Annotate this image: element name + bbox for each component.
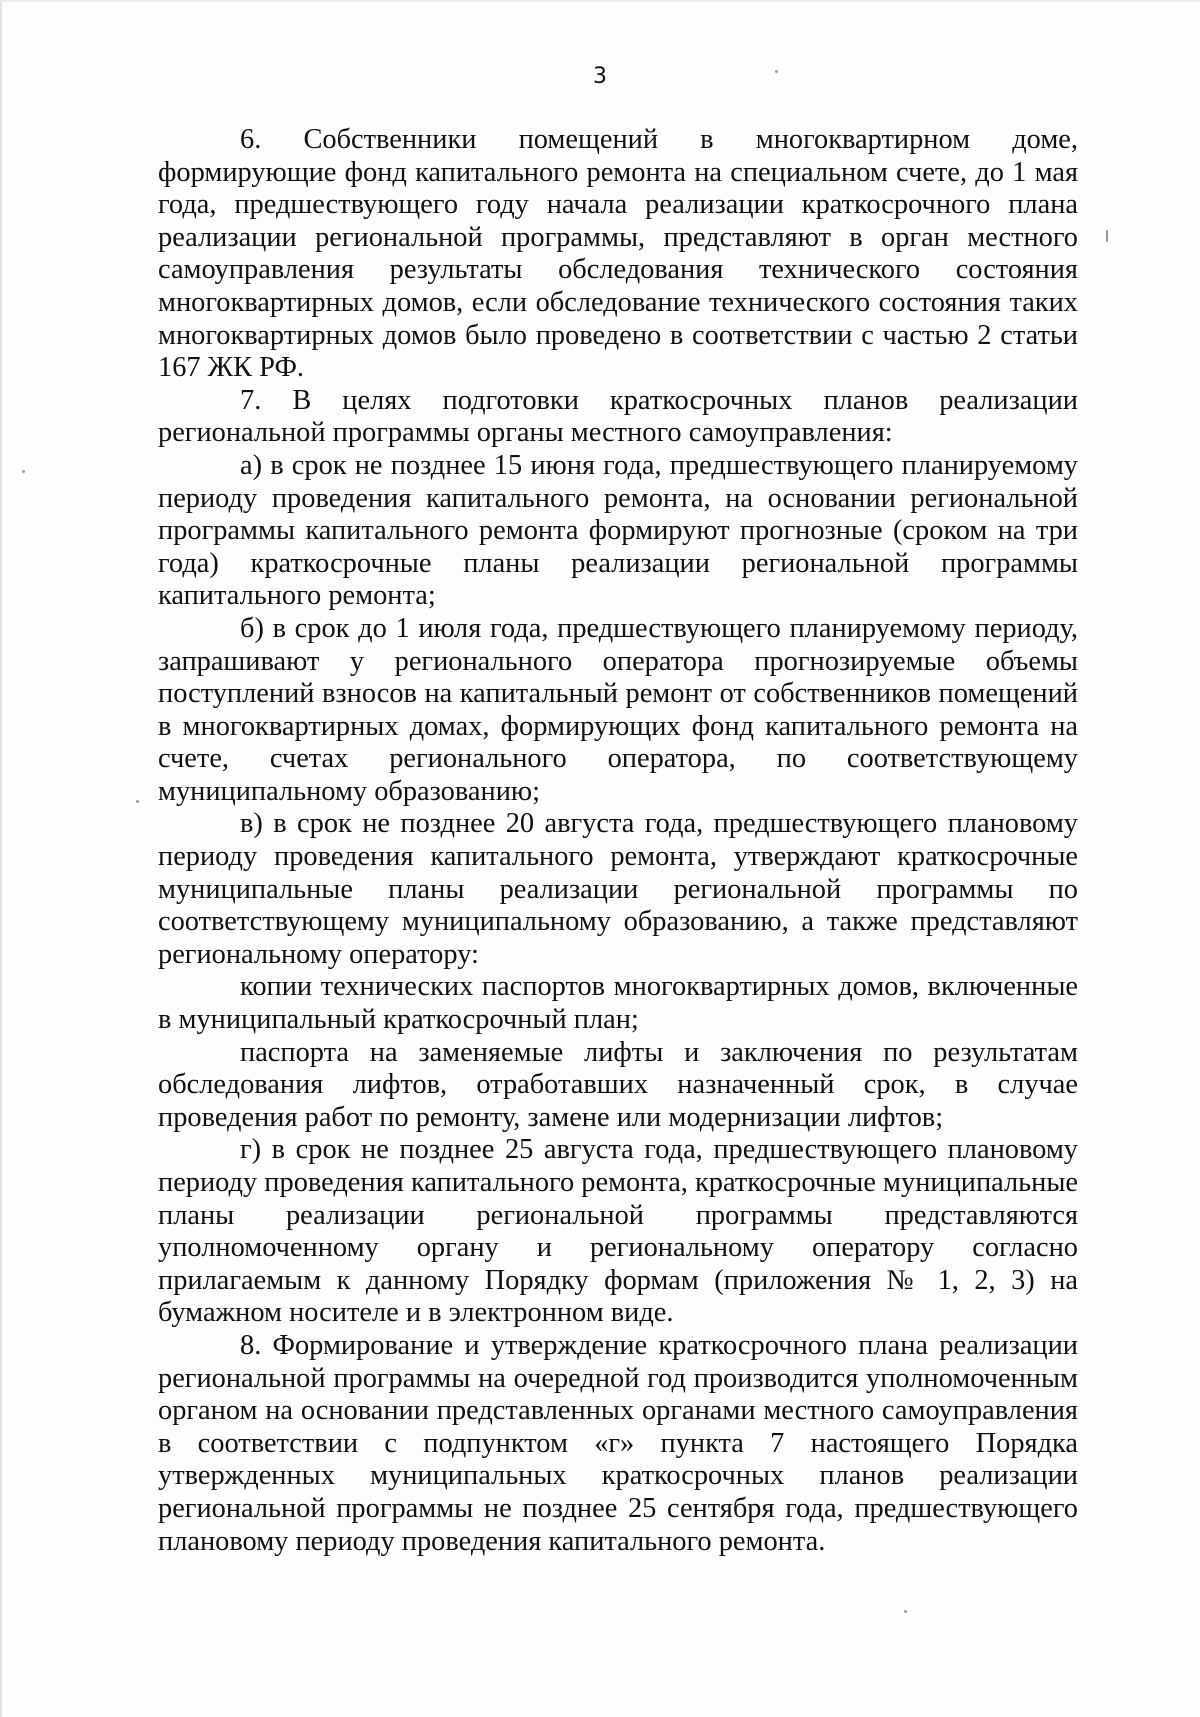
- page-number: 3: [593, 64, 607, 89]
- scan-edge-top: [0, 0, 1200, 2]
- scan-speck: [1106, 230, 1108, 242]
- paragraph-7a: а) в срок не позднее 15 июня года, предшествующего планируемому периоду проведения капитального ремонта, на основании региональной программы капитального ремонта формируют прогнозные (сроком на три года) краткосрочные планы реализации региональной программы капитального ремонта;: [158, 449, 1078, 612]
- scan-speck: [904, 1610, 907, 1613]
- document-body: [158, 124, 1078, 1558]
- paragraph-7: 7. В целях подготовки краткосрочных планов реализации региональной программы органы местного самоуправления:: [158, 384, 1078, 449]
- scan-speck: [136, 800, 139, 803]
- paragraph-7v-item-2: паспорта на заменяемые лифты и заключения по результатам обследования лифтов, отработавших назначенный срок, в случае проведения работ по ремонту, замене или модернизации лифтов;: [158, 1036, 1078, 1133]
- paragraph-6: 6. Собственники помещений в многоквартирном доме, формирующие фонд капитального ремонта на специальном счете, до 1 мая года, предшествующего году начала реализации краткосрочного плана реализации региональной программы, представляют в орган местного самоуправления результаты обследования технического состояния многоквартирных домов, если обследование технического состояния таких многоквартирных домов было проведено в соответствии с частью 2 статьи 167 ЖК РФ.: [158, 124, 1078, 384]
- scan-speck: [775, 70, 778, 73]
- paragraph-7b: б) в срок до 1 июля года, предшествующего планируемому периоду, запрашивают у регионального оператора прогнозируемые объемы поступлений взносов на капитальный ремонт от собственников помещений в многоквартирных домах, формирующих фонд капитального ремонта на счете, счетах регионального оператора, по соответствующему муниципальному образованию;: [158, 612, 1078, 807]
- scan-speck: [22, 470, 25, 473]
- scan-edge-left: [0, 0, 2, 1717]
- paragraph-7v-item-1: копии технических паспортов многоквартирных домов, включенные в муниципальный краткосрочный план;: [158, 971, 1078, 1036]
- paragraph-7g: г) в срок не позднее 25 августа года, предшествующего плановому периоду проведения капитального ремонта, краткосрочные муниципальные планы реализации региональной программы представляются уполномоченному органу и региональному оператору согласно прилагаемым к данному Порядку формам (приложения № 1, 2, 3) на бумажном носителе и в электронном виде.: [158, 1134, 1078, 1329]
- paragraph-7v: в) в срок не позднее 20 августа года, предшествующего плановому периоду проведения капитального ремонта, утверждают краткосрочные муниципальные планы реализации региональной программы по соответствующему муниципальному образованию, а также представляют региональному оператору:: [158, 808, 1078, 970]
- paragraph-8: 8. Формирование и утверждение краткосрочного плана реализации региональной программы на очередной год производится уполномоченным органом на основании представленных органами местного самоуправления в соответствии с подпунктом «г» пункта 7 настоящего Порядка утвержденных муниципальных краткосрочных планов реализации региональной программы не позднее 25 сентября года, предшествующего плановому периоду проведения капитального ремонта.: [158, 1329, 1078, 1557]
